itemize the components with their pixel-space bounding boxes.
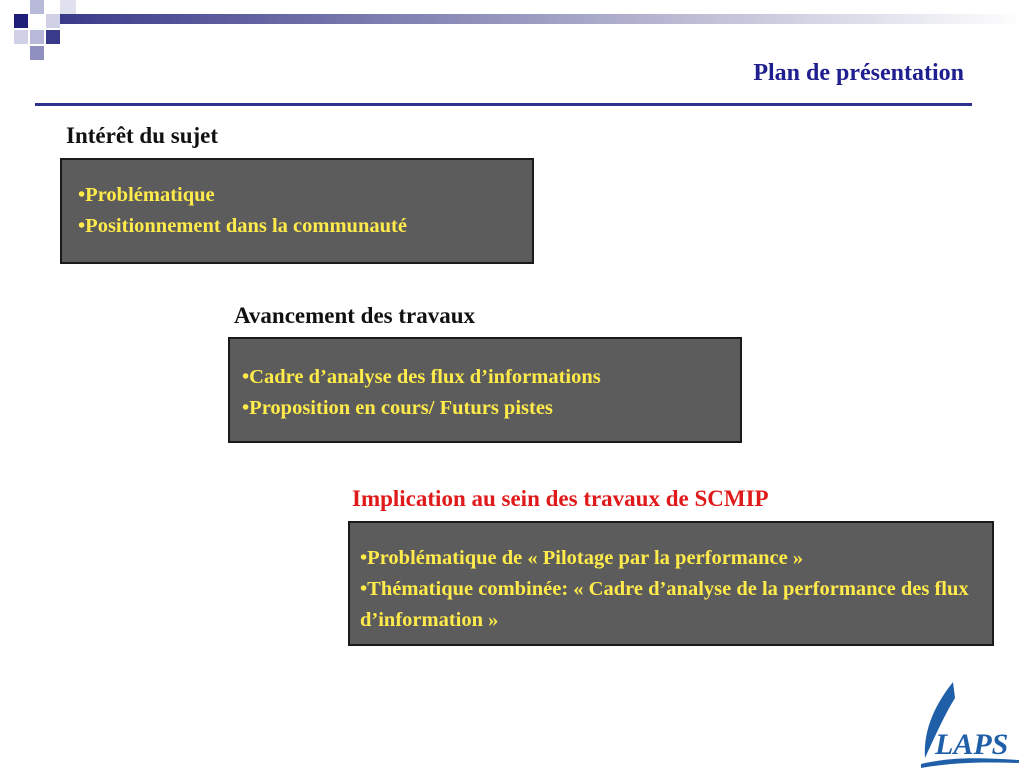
laps-logo (915, 680, 1024, 770)
deco-square (14, 14, 28, 28)
section-heading-avancement: Avancement des travaux (234, 303, 476, 328)
bullet-item: •Cadre d’analyse des flux d’informations (242, 366, 601, 388)
bullet-item: •Thématique combinée: « Cadre d’analyse de la performance des flux d’information » (360, 578, 969, 631)
deco-square (30, 30, 44, 44)
deco-square (14, 30, 28, 44)
deco-square (60, 0, 76, 14)
content-box-implication (348, 521, 994, 646)
slide-title: Plan de présentation (753, 60, 964, 86)
content-box-avancement (228, 337, 742, 443)
bullet-item: •Problématique (78, 184, 215, 206)
header-gradient-band (60, 14, 1024, 24)
bullet-item: •Positionnement dans la communauté (78, 215, 407, 237)
deco-square (46, 30, 60, 44)
deco-square (30, 46, 44, 60)
section-heading-implication: Implication au sein des travaux de SCMIP (352, 486, 769, 511)
bullet-item: •Problématique de « Pilotage par la performance » (360, 547, 804, 569)
title-divider (35, 103, 972, 106)
deco-square (30, 0, 44, 14)
section-heading-interet: Intérêt du sujet (66, 123, 219, 148)
deco-square (46, 14, 60, 28)
content-box-interet (60, 158, 534, 264)
bullet-item: •Proposition en cours/ Futurs pistes (242, 397, 553, 419)
logo-text: LAPS (935, 728, 1009, 761)
